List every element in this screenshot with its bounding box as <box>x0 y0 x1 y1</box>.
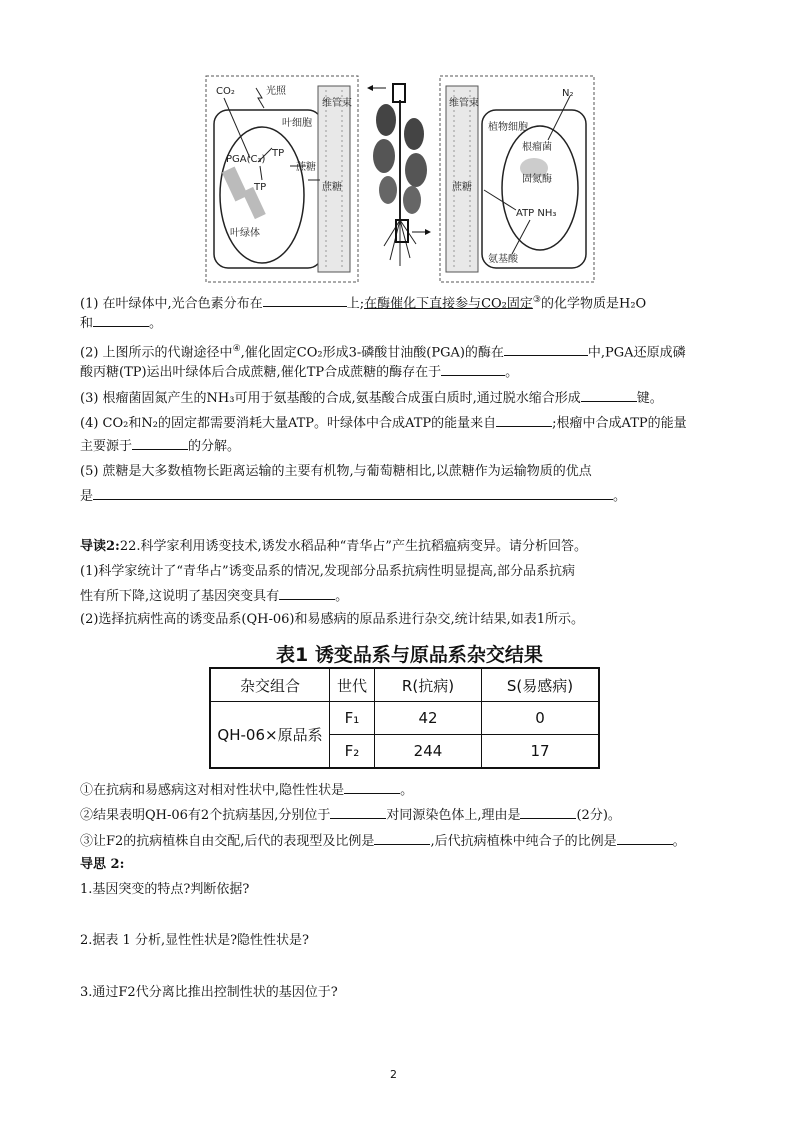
question-2-line-1: (2) 上图所示的代谢途径中④,催化固定CO₂形成3-磷酸甘油酸(PGA)的酶在 中,PGA还原成磷 <box>80 344 686 361</box>
page-number: 2 <box>390 1068 397 1081</box>
table-header: 世代 <box>330 668 375 702</box>
plant-cell-label: 植物细胞 <box>488 122 528 133</box>
nitrogenase-label: 固氮酶 <box>522 174 552 185</box>
tp-top-label: TP <box>272 148 285 159</box>
answer-blank[interactable] <box>132 437 188 450</box>
susceptible-count: 17 <box>482 735 600 769</box>
susceptible-count: 0 <box>482 702 600 735</box>
question-1-line-1: (1) 在叶绿体中,光合色素分布在 上;在酶催化下直接参与CO₂固定③的化学物质是H₂O <box>80 295 647 312</box>
answer-blank[interactable] <box>581 389 637 402</box>
think2-heading: 导思 2: <box>80 857 125 872</box>
sucrose-b-label: 蔗糖 <box>322 182 342 193</box>
answer-blank[interactable] <box>617 832 673 845</box>
leaf-cell-label: 叶细胞 <box>282 118 312 129</box>
guide2-intro: 导读2:22.科学家利用诱变技术,诱发水稻品种“青华占”产生抗稻瘟病变异。请分析回答。 <box>80 539 587 554</box>
plant-illustration <box>368 84 430 266</box>
vascular-right-label: 维管束 <box>449 98 479 109</box>
table-header: 杂交组合 <box>210 668 330 702</box>
guide2-part2: (2)选择抗病性高的诱变品系(QH-06)和易感病的原品系进行杂交,统计结果,如表1所示。 <box>80 612 585 627</box>
question-2-line-2: 酸丙糖(TP)运出叶绿体后合成蔗糖,催化TP合成蔗糖的酶存在于 。 <box>80 365 519 380</box>
cross-cell: QH-06×原品系 <box>210 702 330 769</box>
resistant-count: 42 <box>375 702 482 735</box>
answer-blank[interactable] <box>263 294 347 307</box>
table-header: S(易感病) <box>482 668 600 702</box>
answer-blank[interactable] <box>93 314 149 327</box>
light-label: 光照 <box>266 86 286 97</box>
resistant-count: 244 <box>375 735 482 769</box>
sucrose-right-label: 蔗糖 <box>452 182 472 193</box>
table-row <box>210 702 599 735</box>
rhizobia-label: 根瘤菌 <box>522 142 552 153</box>
answer-blank[interactable] <box>344 781 400 794</box>
answer-blank[interactable] <box>496 414 552 427</box>
think2-question-3: 3.通过F2代分离比推出控制性状的基因位于? <box>80 985 338 1000</box>
amino-acid-label: 氨基酸 <box>488 254 518 265</box>
answer-blank[interactable] <box>520 806 576 819</box>
chloroplast-label: 叶绿体 <box>230 228 260 239</box>
answer-blank[interactable] <box>93 487 613 500</box>
generation-cell: F₁ <box>330 702 375 735</box>
question-4-line-1: (4) CO₂和N₂的固定都需要消耗大量ATP。叶绿体中合成ATP的能量来自 ;根瘤中合成ATP的能量 <box>80 416 687 431</box>
question-1-line-2: 和 。 <box>80 316 163 331</box>
table-header: R(抗病) <box>375 668 482 702</box>
sub-question-2: ②结果表明QH-06有2个抗病基因,分别位于 对同源染色体上,理由是 (2分)。 <box>80 808 621 823</box>
sub-question-1: ①在抗病和易感病这对相对性状中,隐性性状是 。 <box>80 783 414 798</box>
answer-blank[interactable] <box>279 587 335 600</box>
generation-cell: F₂ <box>330 735 375 769</box>
think2-question-2: 2.据表 1 分析,显性性状是?隐性性状是? <box>80 933 310 948</box>
guide2-part1-line1: (1)科学家统计了“青华占”诱变品系的情况,发现部分品系抗病性明显提高,部分品系抗病 <box>80 564 575 579</box>
question-4-line-2: 主要源于 的分解。 <box>80 439 241 454</box>
question-3: (3) 根瘤菌固氮产生的NH₃可用于氨基酸的合成,氨基酸合成蛋白质时,通过脱水缩合形成 键。 <box>80 391 663 406</box>
answer-blank[interactable] <box>330 806 386 819</box>
question-5-line-2: 是 。 <box>80 489 627 504</box>
atp-nh3-label: ATP NH₃ <box>516 208 557 219</box>
tp-label: TP <box>254 182 267 193</box>
answer-blank[interactable] <box>504 343 588 356</box>
guide2-part1-line2: 性有所下降,这说明了基因突变具有 。 <box>80 589 349 604</box>
pga-label: PGA(C₃) <box>226 154 266 165</box>
sucrose-a-label: 蔗糖 <box>296 162 316 173</box>
table-header-row <box>210 668 599 702</box>
results-table <box>209 667 600 769</box>
question-5-line-1: (5) 蔗糖是大多数植物长距离运输的主要有机物,与葡萄糖相比,以蔗糖作为运输物质的优点 <box>80 464 592 479</box>
metabolism-diagram <box>200 70 600 286</box>
vascular-left-label: 维管束 <box>322 98 352 109</box>
table-title: 表1 诱变品系与原品系杂交结果 <box>276 644 543 666</box>
sub-question-3: ③让F2的抗病植株自由交配,后代的表现型及比例是 ,后代抗病植株中纯合子的比例是 。 <box>80 834 686 849</box>
co2-label: CO₂ <box>216 86 235 97</box>
think2-question-1: 1.基因突变的特点?判断依据? <box>80 882 250 897</box>
answer-blank[interactable] <box>441 363 505 376</box>
answer-blank[interactable] <box>374 832 430 845</box>
n2-label: N₂ <box>562 88 574 99</box>
